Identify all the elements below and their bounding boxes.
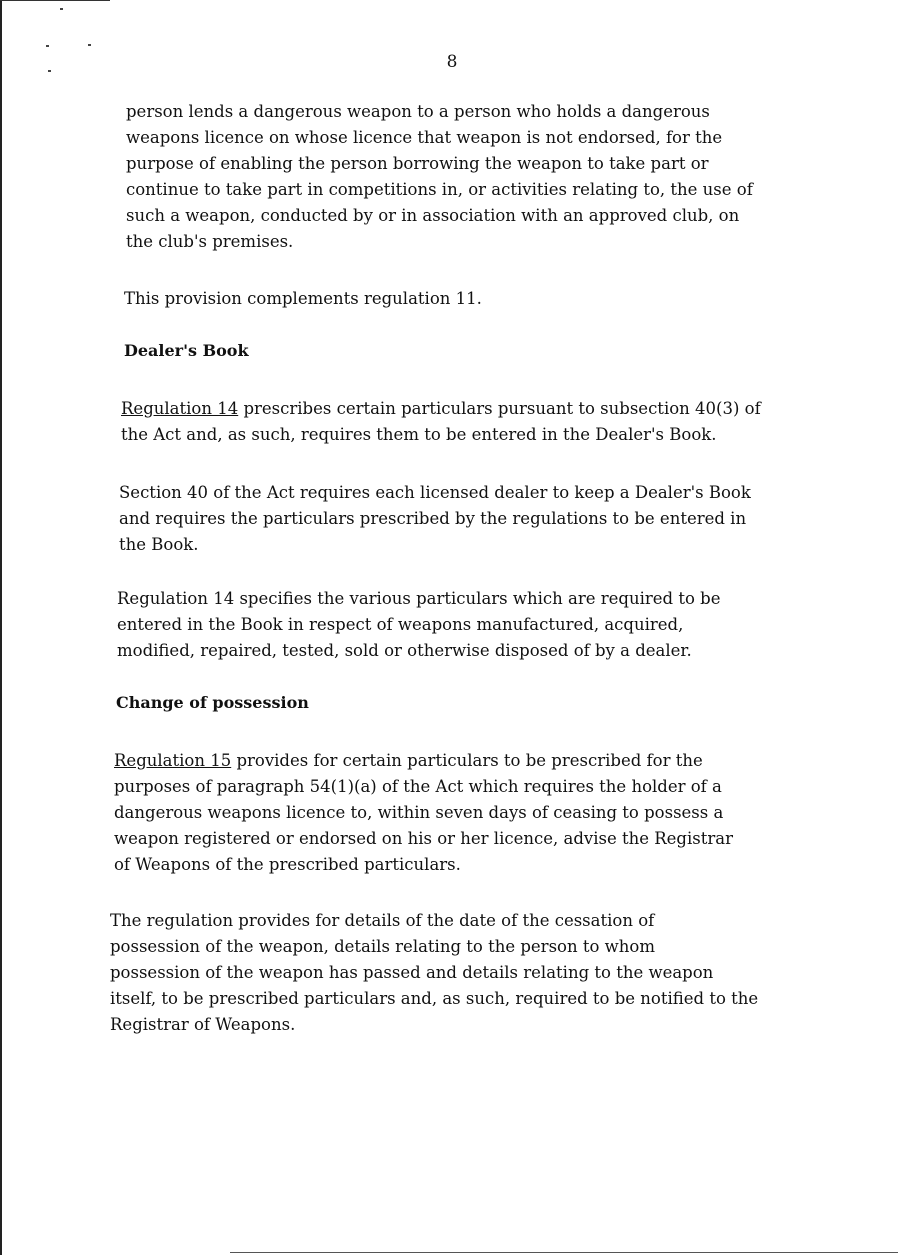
text-line: person lends a dangerous weapon to a person who holds a dangerous <box>126 102 710 121</box>
scan-speck <box>48 70 51 72</box>
text-line: and requires the particulars prescribed by the regulations to be entered in <box>119 509 747 528</box>
regulation-reference: Regulation 14 <box>121 399 239 418</box>
text-line: the club's premises. <box>126 232 294 251</box>
text-line: purpose of enabling the person borrowing the weapon to take part or <box>126 154 709 173</box>
paragraph-regulation-14 <box>121 396 761 448</box>
scan-left-edge <box>0 0 2 1255</box>
text-line: The regulation provides for details of the date of the cessation of <box>110 911 655 930</box>
text-line <box>121 396 761 422</box>
section-heading-change-of-possession: Change of possession <box>116 693 309 712</box>
text-line: This provision complements regulation 11. <box>124 289 482 308</box>
text-line: itself, to be prescribed particulars and, as such, required to be notified to the <box>110 989 759 1008</box>
scan-speck <box>60 8 63 10</box>
text-line: Registrar of Weapons. <box>110 1015 296 1034</box>
paragraph-cessation-details <box>110 908 758 1038</box>
text-line <box>114 748 733 774</box>
text-line: entered in the Book in respect of weapons manufactured, acquired, <box>117 615 684 634</box>
text-line: of Weapons of the prescribed particulars. <box>114 855 461 874</box>
text-line: the Act and, as such, requires them to be entered in the Dealer's Book. <box>121 425 717 444</box>
text-line: Regulation 14 specifies the various particulars which are required to be <box>117 589 721 608</box>
text-line: Section 40 of the Act requires each licensed dealer to keep a Dealer's Book <box>119 483 751 502</box>
text-line: possession of the weapon, details relating to the person to whom <box>110 937 655 956</box>
text-line: modified, repaired, tested, sold or otherwise disposed of by a dealer. <box>117 641 692 660</box>
scan-top-mark <box>0 0 110 1</box>
section-heading-dealers-book: Dealer's Book <box>124 341 249 360</box>
text-line: continue to take part in competitions in, or activities relating to, the use of <box>126 180 753 199</box>
text-fragment: provides for certain particulars to be prescribed for the <box>231 751 703 770</box>
text-line: weapon registered or endorsed on his or her licence, advise the Registrar <box>114 829 733 848</box>
scan-bottom-edge <box>230 1252 898 1253</box>
paragraph-regulation-14-particulars <box>117 586 720 664</box>
paragraph-regulation-15 <box>114 748 733 878</box>
paragraph-continuation <box>126 99 753 255</box>
text-line: dangerous weapons licence to, within seven days of ceasing to possess a <box>114 803 724 822</box>
paragraph-complements <box>124 286 482 312</box>
regulation-reference: Regulation 15 <box>114 751 232 770</box>
text-line: purposes of paragraph 54(1)(a) of the Act which requires the holder of a <box>114 777 722 796</box>
text-fragment: prescribes certain particulars pursuant to subsection 40(3) of <box>238 399 761 418</box>
text-line: possession of the weapon has passed and details relating to the weapon <box>110 963 714 982</box>
paragraph-section-40 <box>119 480 751 558</box>
text-line: such a weapon, conducted by or in association with an approved club, on <box>126 206 740 225</box>
page-number: 8 <box>446 52 458 72</box>
scan-speck <box>88 44 91 46</box>
text-line: the Book. <box>119 535 199 554</box>
text-line: weapons licence on whose licence that weapon is not endorsed, for the <box>126 128 723 147</box>
scan-speck <box>46 45 49 47</box>
